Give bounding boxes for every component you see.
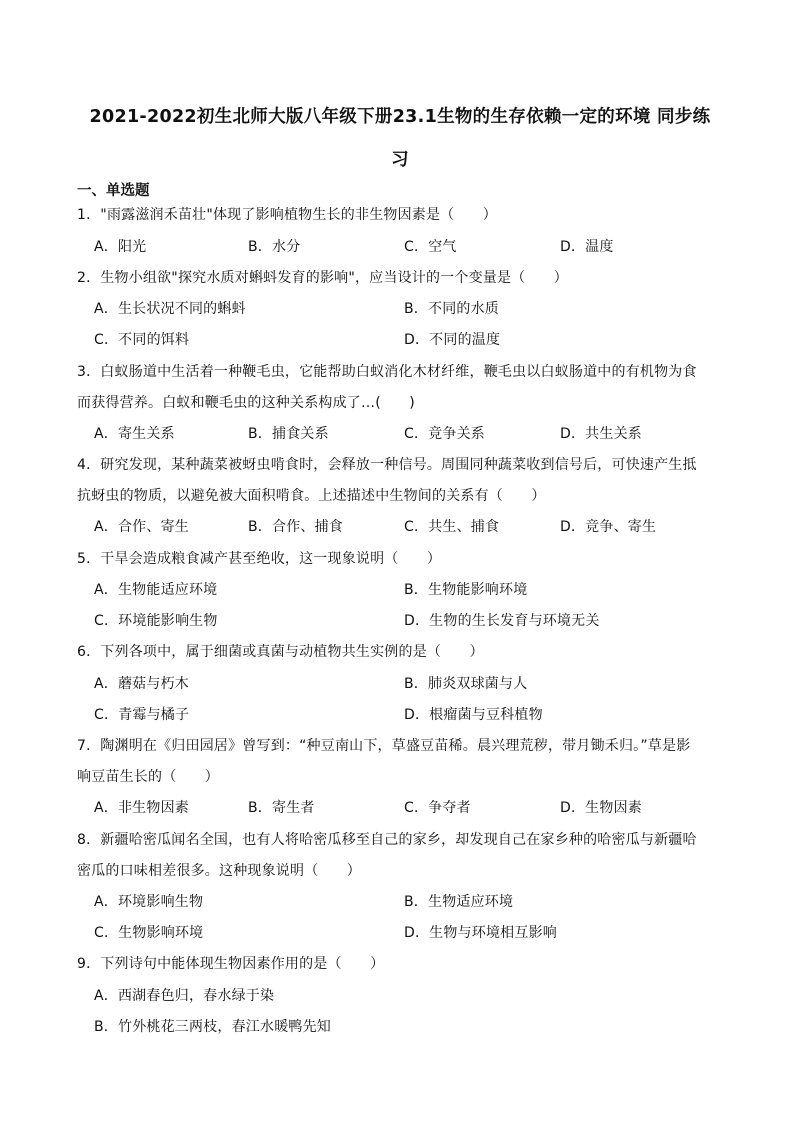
question-1-option-b: B．水分 [248,239,301,255]
question-2-stem: 2．生物小组欲"探究水质对蝌蚪发育的影响"，应当设计的一个变量是（ ） [77,270,568,286]
question-2-option-d: D．不同的温度 [404,332,501,348]
question-5-option-b: B．生物能影响环境 [404,582,528,598]
question-3-stem-line-1: 3．白蚁肠道中生活着一种鞭毛虫，它能帮助白蚁消化木材纤维，鞭毛虫以白蚁肠道中的有机物为食 [77,364,697,380]
question-7-option-c: C．争夺者 [404,800,471,816]
document-title-line-1: 2021-2022初生北师大版八年级下册23.1生物的生存依赖一定的环境 同步练 [89,107,711,127]
question-7-stem-line-2: 响豆苗生长的（ ） [77,769,219,785]
question-6-option-d: D．根瘤菌与豆科植物 [404,707,543,723]
question-1-option-c: C．空气 [404,239,457,255]
question-6-option-b: B．肺炎双球菌与人 [404,676,528,692]
question-5-option-c: C．环境能影响生物 [94,613,218,629]
question-4-option-a: A．合作、寄生 [94,519,189,535]
question-7-option-a: A．非生物因素 [94,800,189,816]
question-8-option-a: A．环境影响生物 [94,894,204,910]
section-heading: 一、单选题 [77,183,150,199]
question-8-stem-line-1: 8．新疆哈密瓜闻名全国，也有人将哈密瓜移至自己的家乡，却发现自己在家乡种的哈密瓜与新疆哈 [77,832,697,848]
question-2-option-a: A．生长状况不同的蝌蚪 [94,301,246,317]
question-9-option-a: A．西湖春色归，春水绿于染 [94,988,275,1004]
question-6-stem: 6．下列各项中，属于细菌或真菌与动植物共生实例的是（ ） [77,644,484,660]
question-3-option-d: D．共生关系 [560,426,642,442]
question-3-option-a: A．寄生关系 [94,426,175,442]
question-4-option-c: C．共生、捕食 [404,519,500,535]
question-9-option-b: B．竹外桃花三两枝，春江水暖鸭先知 [94,1019,332,1035]
question-8-option-b: B．生物适应环境 [404,894,514,910]
question-6-option-c: C．青霉与橘子 [94,707,190,723]
document-title-line-2: 习 [391,150,409,170]
question-1-option-d: D．温度 [560,239,614,255]
question-3-option-c: C．竞争关系 [404,426,485,442]
question-5-option-d: D．生物的生长发育与环境无关 [404,613,600,629]
question-7-option-d: D．生物因素 [560,800,642,816]
question-5-option-a: A．生物能适应环境 [94,582,218,598]
question-1-option-a: A．阳光 [94,239,147,255]
question-1-stem: 1．"雨露滋润禾苗壮"体现了影响植物生长的非生物因素是（ ） [77,207,497,223]
question-8-option-d: D．生物与环境相互影响 [404,925,557,941]
question-6-option-a: A．蘑菇与朽木 [94,676,189,692]
question-7-stem-line-1: 7．陶渊明在《归田园居》曾写到：“种豆南山下，草盛豆苗稀。晨兴理荒秽，带月锄禾归。”草是影 [77,738,691,754]
question-7-option-b: B．寄生者 [248,800,315,816]
question-2-option-b: B．不同的水质 [404,301,500,317]
question-4-option-b: B．合作、捕食 [248,519,344,535]
question-3-option-b: B．捕食关系 [248,426,329,442]
question-9-stem: 9．下列诗句中能体现生物因素作用的是（ ） [77,956,385,972]
question-8-stem-line-2: 密瓜的口味相差很多。这种现象说明（ ） [77,863,361,879]
question-2-option-c: C．不同的饵料 [94,332,190,348]
question-3-stem-line-2: 而获得营养。白蚁和鞭毛虫的这种关系构成了…( ) [77,395,415,411]
question-4-stem-line-1: 4．研究发现，某种蔬菜被蚜虫啃食时，会释放一种信号。周围同种蔬菜收到信号后，可快速产生抵 [77,457,697,473]
question-4-stem-line-2: 抗蚜虫的物质，以避免被大面积啃食。上述描述中生物间的关系有（ ） [77,488,546,504]
question-8-option-c: C．生物影响环境 [94,925,204,941]
question-5-stem: 5．干旱会造成粮食减产甚至绝收，这一现象说明（ ） [77,551,442,567]
question-4-option-d: D．竞争、寄生 [560,519,657,535]
